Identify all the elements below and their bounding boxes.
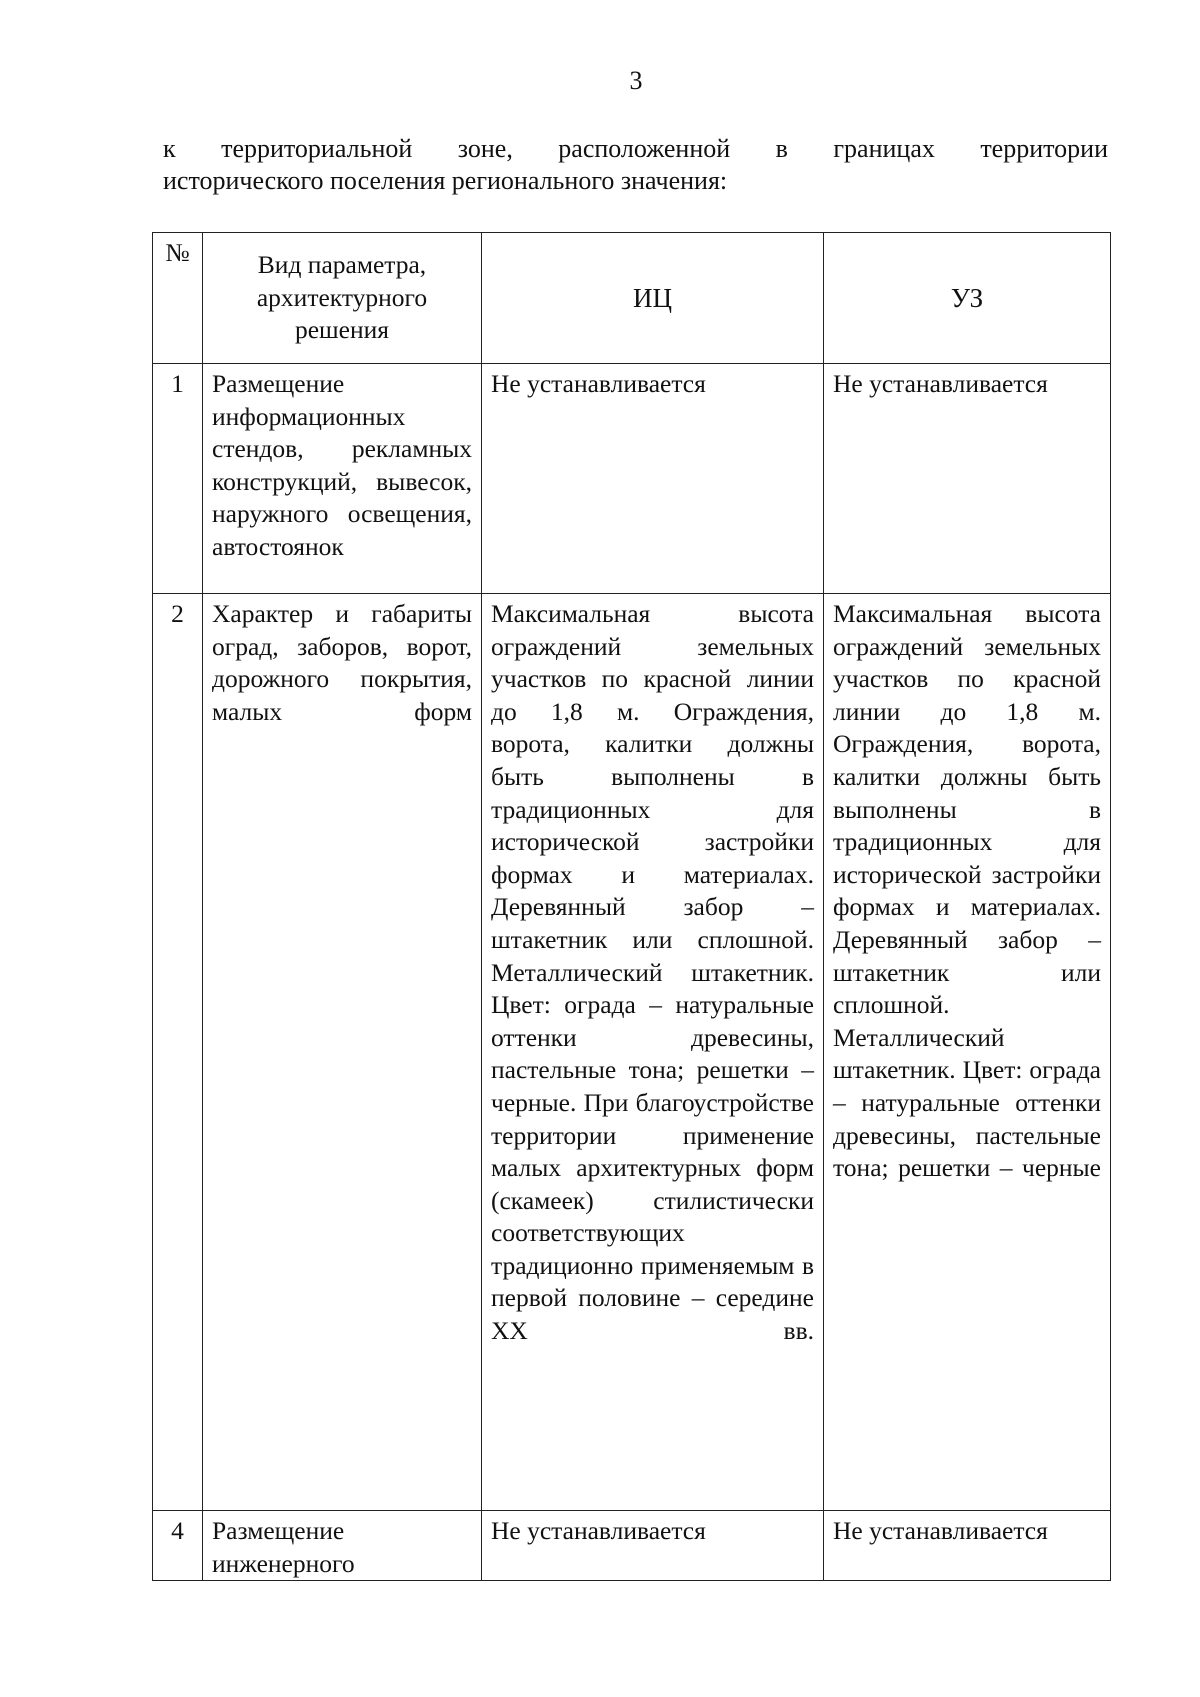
row-param-text: Характер и габариты оград, заборов, ворот, дорожного покрытия, малых форм: [212, 599, 472, 726]
row-ic-text: Не устанавливается: [491, 369, 706, 398]
row-ic-text: Не устанавливается: [491, 1516, 706, 1545]
row-uz-text: Не устанавливается: [833, 1516, 1048, 1545]
row-param: [203, 364, 482, 594]
parameters-table: [152, 232, 1111, 1581]
row-param-text: Размещение инженерного: [212, 1516, 355, 1578]
header-uz: УЗ: [824, 233, 1111, 364]
row-uz: [824, 594, 1111, 1511]
table-row: [153, 594, 1111, 1511]
row-num: 4: [153, 1511, 203, 1581]
header-num: №: [153, 233, 203, 364]
page-number: 3: [629, 66, 643, 95]
row-uz: [824, 1511, 1111, 1581]
intro-line-2: исторического поселения регионального значения:: [163, 166, 728, 195]
intro-line-1: к территориальной зоне, расположенной в границах территории: [163, 134, 1108, 163]
row-ic-text: Максимальная высота ограждений земельных участков по красной линии до 1,8 м. Ограждения, ворота, калитки должны быть выполнены в традиционных для исторической застройки формах и материалах. Деревянный забор – штакетник или сплошной. Металлический штакетник. Цвет: ограда – натуральные оттенки древесины, пастельные тона; решетки – черные. При благоустройстве территории применение малых архитектурных форм (скамеек) стилистически соответствующих традиционно применяемым в первой половине – середине XX вв.: [491, 599, 814, 1346]
table-row: [153, 1511, 1111, 1581]
header-param: Вид параметра, архитектурного решения: [203, 233, 482, 364]
row-param: [203, 1511, 482, 1581]
table-header-row: [153, 233, 1111, 364]
row-param: [203, 594, 482, 1511]
row-uz-text: Не устанавливается: [833, 369, 1048, 398]
row-ic: [482, 594, 824, 1511]
row-ic: [482, 364, 824, 594]
intro-paragraph: [163, 133, 1108, 197]
row-num: 2: [153, 594, 203, 1511]
row-uz-text: Максимальная высота ограждений земельных участков по красной линии до 1,8 м. Ограждения, ворота, калитки должны быть выполнены в традиционных для исторической застройки формах и материалах. Деревянный забор – штакетник или сплошной. Металлический штакетник. Цвет: ограда – натуральные оттенки древесины, пастельные тона; решетки – черные: [833, 599, 1101, 1183]
row-param-text: Размещение информационных стендов, рекламных конструкций, вывесок, наружного освещения, автостоянок: [212, 369, 472, 561]
row-ic: [482, 1511, 824, 1581]
header-ic: ИЦ: [482, 233, 824, 364]
row-uz: [824, 364, 1111, 594]
table-row: [153, 364, 1111, 594]
row-num: 1: [153, 364, 203, 594]
